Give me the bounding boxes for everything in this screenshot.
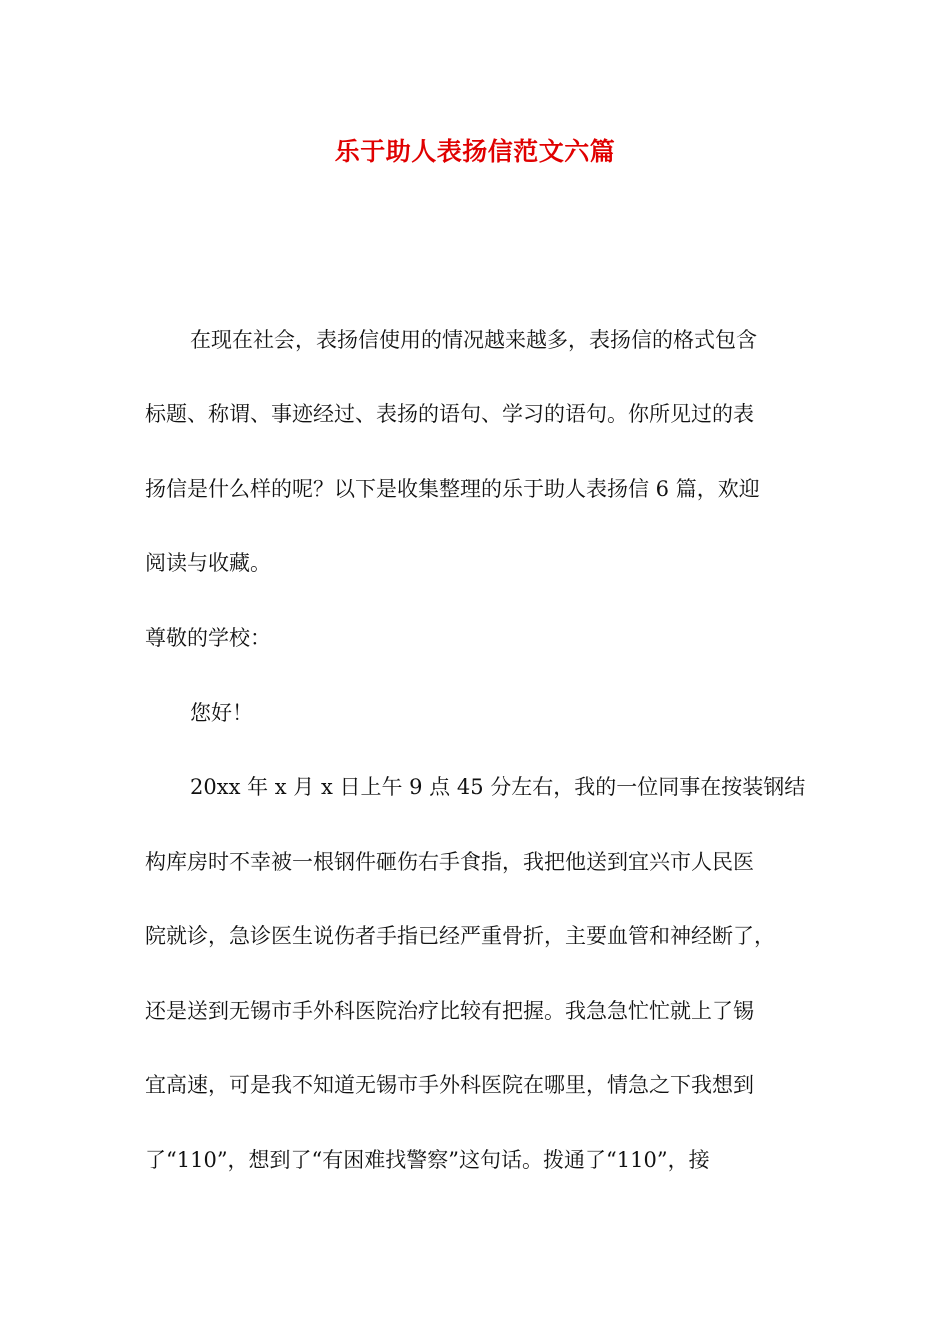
document-title: 乐于助人表扬信范文六篇: [334, 137, 616, 166]
paragraph-line: 构库房时不幸被一根钢件砸伤右手食指，我把他送到宜兴市人民医: [145, 850, 754, 874]
paragraph-line: 扬信是什么样的呢？以下是收集整理的乐于助人表扬信 6 篇，欢迎: [145, 477, 760, 501]
paragraph-line: 20xx 年 x 月 x 日上午 9 点 45 分左右，我的一位同事在按装钢结: [190, 775, 806, 799]
salutation-line: 尊敬的学校：: [145, 626, 271, 650]
paragraph-line: 宜高速，可是我不知道无锡市手外科医院在哪里，情急之下我想到: [145, 1073, 754, 1097]
paragraph-line: 了“110”，想到了“有困难找警察”这句话。拨通了“110”，接: [145, 1148, 710, 1172]
paragraph-line: 阅读与收藏。: [145, 551, 271, 575]
paragraph-line: 院就诊，急诊医生说伤者手指已经严重骨折，主要血管和神经断了，: [145, 924, 775, 948]
paragraph-line: 在现在社会，表扬信使用的情况越来越多，表扬信的格式包含: [190, 328, 757, 352]
paragraph-line: 标题、称谓、事迹经过、表扬的语句、学习的语句。你所见过的表: [145, 402, 754, 426]
paragraph-line: 还是送到无锡市手外科医院治疗比较有把握。我急急忙忙就上了锡: [145, 999, 754, 1023]
greeting-line: 您好！: [190, 701, 253, 725]
